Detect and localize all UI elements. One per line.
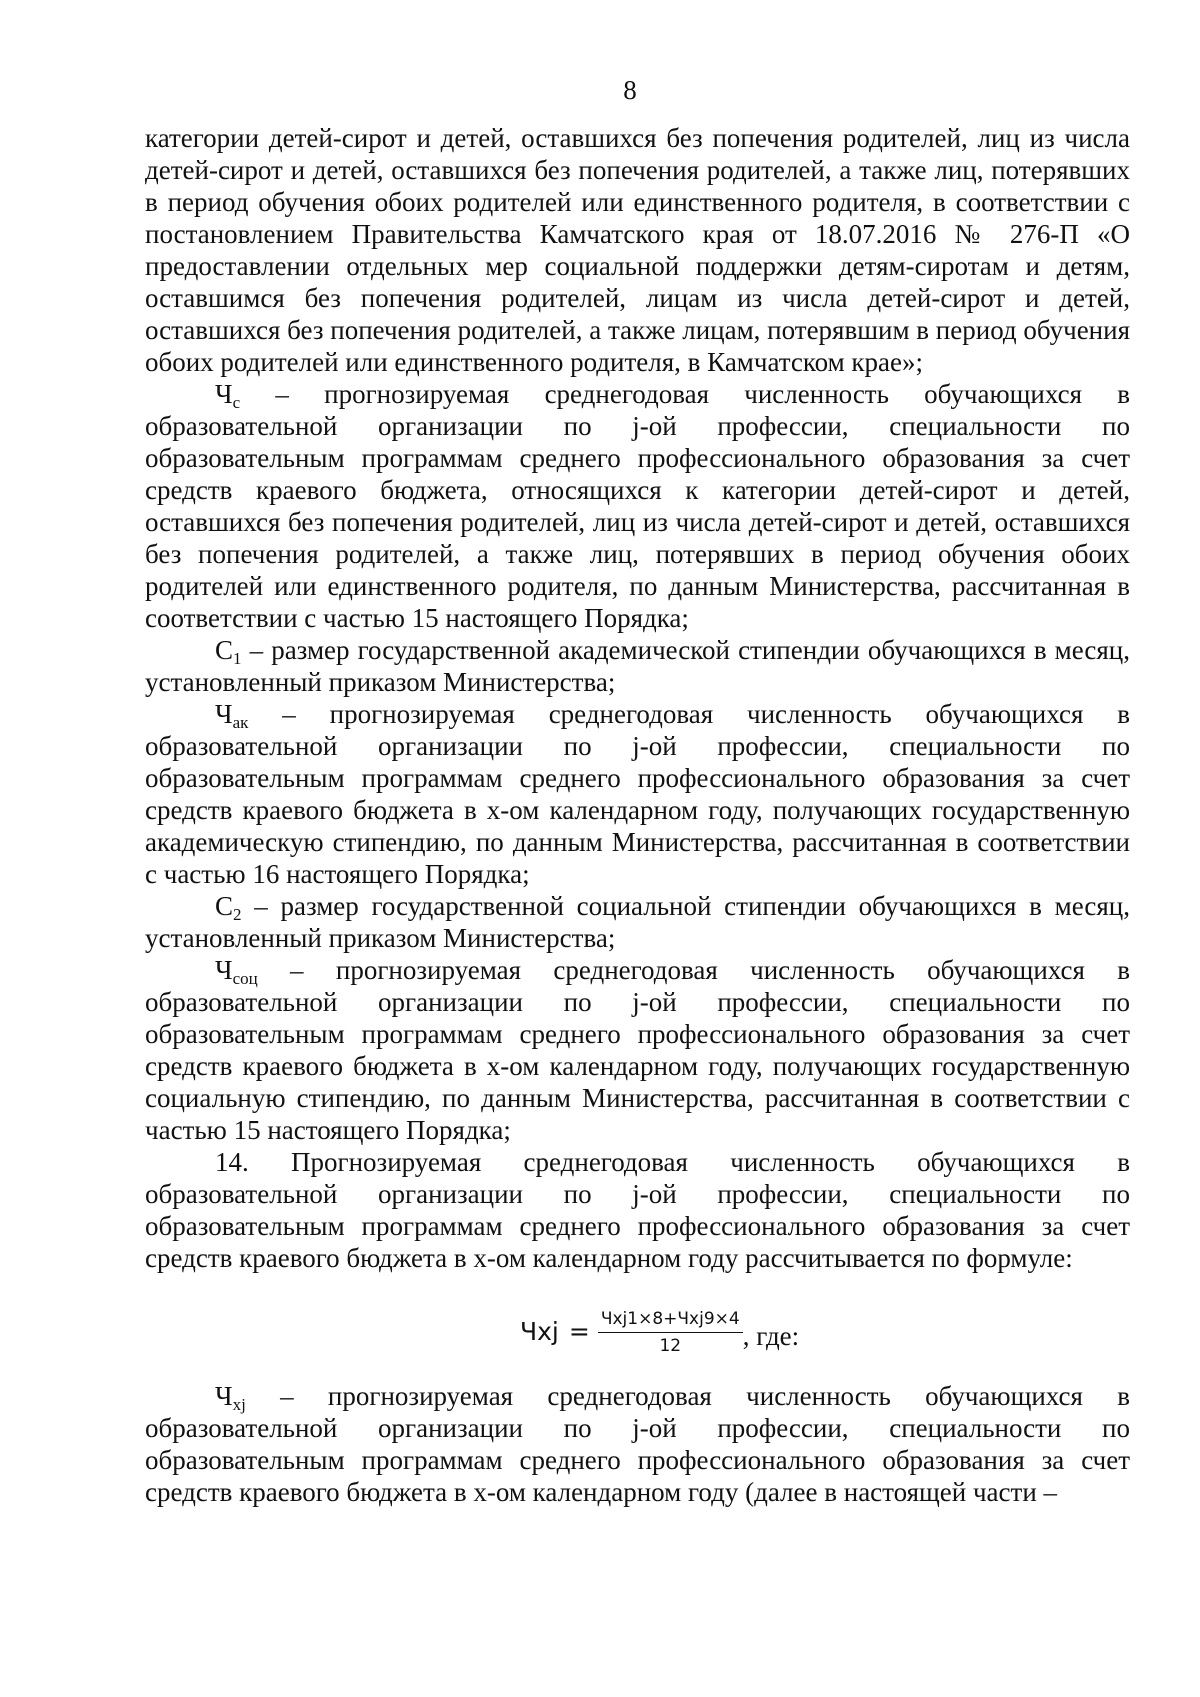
formula xyxy=(520,1302,799,1362)
symbol: $С_2$ xyxy=(215,891,242,924)
definition-paragraph-chsoc xyxy=(145,954,1130,1146)
continuation-paragraph: категории детей-сирот и детей, оставшихся без попечения родителей, лиц из числа детей-сирот и детей, оставшихся без попечения родителей, а также лиц, потерявших в период обучения обоих родителей или единственного родителя, в соответствии с постановлением Правительства Камчатского края от 18.07.2016 № 276-П «О предоставлении отдельных мер социальной поддержки детям-сиротам и детям, оставшимся без попечения родителей, лицам из числа детей-сирот и детей, оставшихся без попечения родителей, а также лицам, потерявшим в период обучения обоих родителей или единственного родителя, в Камчатском крае»; xyxy=(145,123,1130,377)
definition-text: – прогнозируемая среднегодовая численность обучающихся в образовательной организации по j-ой профессии, специальности по образовательным программам среднего профессионального образования за счет средств краевого бюджета в х-ом календарном году, получающих государственную социальную стипендию, по данным Министерства, рассчитанная в соответствии с частью 15 настоящего Порядка; xyxy=(145,955,1130,1145)
formula-fraction xyxy=(598,1309,743,1356)
definition-text: – размер государственной социальной стипендии обучающихся в месяц, установленный приказом Министерства; xyxy=(145,891,1130,953)
formula-tail: , где: xyxy=(742,1321,800,1351)
definition-paragraph-c2 xyxy=(145,890,1130,954)
formula-numerator: Чxj1×8+Чxj9×4 xyxy=(598,1309,743,1333)
symbol: $Ч_с$ xyxy=(215,379,241,412)
definition-paragraph-chak xyxy=(145,698,1130,890)
clause-14-paragraph: 14. Прогнозируемая среднегодовая численность обучающихся в образовательной организации по j-ой профессии, специальности по образовательным программам среднего профессионального образования за счет средств краевого бюджета в х-ом календарном году рассчитывается по формуле: xyxy=(145,1147,1130,1273)
symbol: $Ч_{xj}$ xyxy=(215,1381,246,1414)
definition-paragraph-chs xyxy=(145,378,1130,634)
symbol: $С_1$ xyxy=(215,635,242,668)
definition-text: – прогнозируемая среднегодовая численность обучающихся в образовательной организации по j-ой профессии, специальности по образовательным программам среднего профессионального образования за счет средств краевого бюджета в х-ом календарном году, получающих государственную академическую стипендию, по данным Министерства, рассчитанная в соответствии с частью 16 настоящего Порядка; xyxy=(145,699,1130,889)
formula-equals: = xyxy=(568,1317,590,1346)
definition-text: – прогнозируемая среднегодовая численность обучающихся в образовательной организации по j-ой профессии, специальности по образовательным программам среднего профессионального образования за счет средств краевого бюджета, относящихся к категории детей-сирот и детей, оставшихся без попечения родителей, лиц из числа детей-сирот и детей, оставшихся без попечения родителей, а также лиц, потерявших в период обучения обоих родителей или единственного родителя, по данным Министерства, рассчитанная в соответствии с частью 15 настоящего Порядка; xyxy=(145,379,1130,633)
document-body xyxy=(145,122,1130,1508)
formula-block xyxy=(145,1274,1130,1380)
symbol: $Ч_{соц}$ xyxy=(215,955,258,988)
formula-lhs: Чxj xyxy=(520,1317,559,1346)
page-number: 8 xyxy=(623,75,637,105)
definition-paragraph-c1 xyxy=(145,634,1130,698)
definition-text: – прогнозируемая среднегодовая численность обучающихся в образовательной организации по j-ой профессии, специальности по образовательным программам среднего профессионального образования за счет средств краевого бюджета в х-ом календарном году (далее в настоящей части – xyxy=(145,1381,1130,1507)
symbol: $Ч_{ак}$ xyxy=(215,699,249,732)
definition-paragraph-chxj xyxy=(145,1380,1130,1508)
formula-denominator: 12 xyxy=(659,1335,682,1356)
definition-text: – размер государственной академической стипендии обучающихся в месяц, установленный приказом Министерства; xyxy=(145,635,1130,697)
